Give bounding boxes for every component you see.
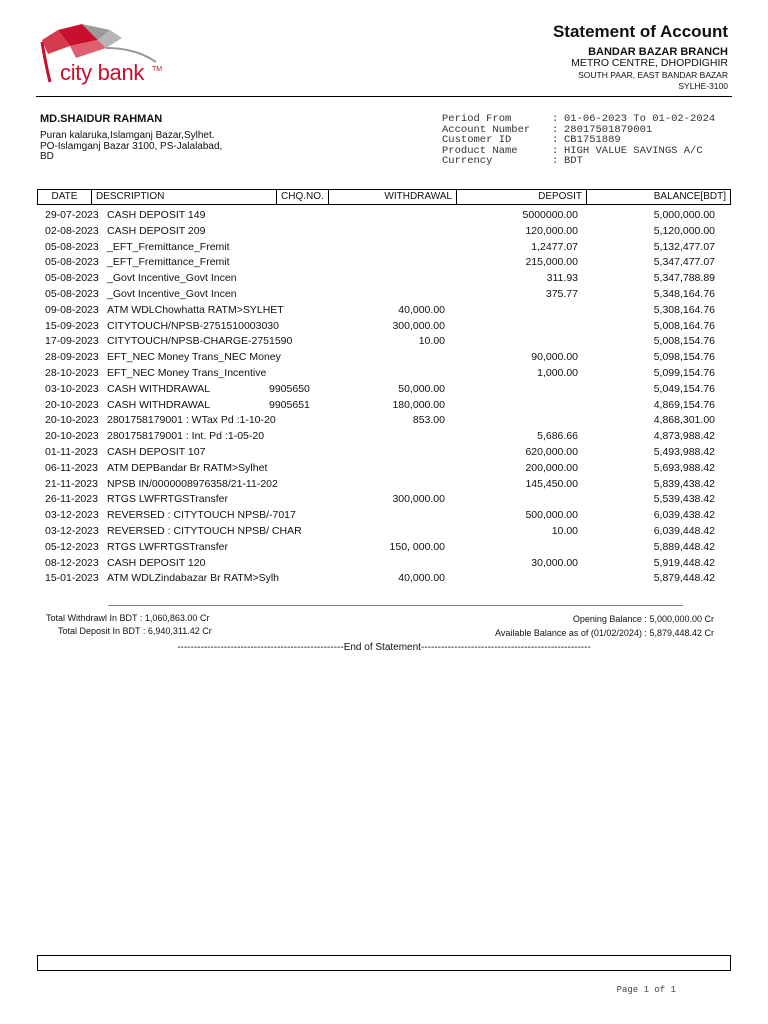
cell-date: 01-11-2023 [45,445,98,458]
cell-balance: 5,049,154.76 [653,382,715,395]
info-label: Period From [442,113,512,125]
cell-description: CASH DEPOSIT 149 [107,209,206,221]
cell-deposit: 311.93 [546,272,578,285]
cell-date: 05-08-2023 [45,287,99,300]
transactions-table-body [37,208,731,587]
account-number-value: 28017501879001 [564,123,653,136]
cell-description: CASH WITHDRAWAL [107,382,211,395]
table-row [37,413,731,429]
opening-balance-value: 5,000,000.00 Cr [649,614,714,624]
cell-deposit: 375.77 [545,287,578,300]
table-row [37,224,731,240]
table-row [37,540,731,556]
total-withdrawl-label: Total Withdrawl In BDT : [46,613,143,623]
cell-description: CITYTOUCH/NPSB-CHARGE-2751590 [107,335,293,348]
logo-text: city bank [60,60,145,85]
cell-date: 20-10-2023 [45,414,99,427]
customer-address-line: BD [40,151,54,162]
cell-deposit: 90,000.00 [531,351,578,364]
info-label: Account Number [442,123,531,136]
cell-deposit: 5,686.66 [537,430,578,443]
statement-title: Statement of Account [552,22,728,41]
cell-deposit: 620,000.00 [525,445,578,458]
cell-balance: 5,693,988.42 [653,461,715,474]
cell-balance: 6,039,448.42 [653,524,715,537]
available-balance-value: 5,879,448.42 Cr [649,628,714,638]
cell-description: 2801758179001 : WTax Pd :1-10-20 [107,414,276,427]
col-header-withdrawal: WITHDRAWAL [329,190,457,204]
cell-description: EFT_NEC Money Trans_NEC Money [107,351,281,364]
footer-box [37,955,731,971]
cell-description: ATM WDLChowhatta RATM>SYLHET [107,303,284,316]
table-row [37,255,731,271]
table-row [37,350,731,366]
table-row [37,492,731,508]
table-row [37,366,731,382]
cell-withdrawal: 300,000.00 [392,493,445,506]
cell-description: EFT_NEC Money Trans_Incentive [107,366,267,379]
cell-description: 2801758179001 : Int. Pd :1-05-20 [107,430,265,443]
col-header-description: DESCRIPTION [92,190,277,204]
table-row [37,524,731,540]
opening-balance [573,614,714,624]
cell-date: 05-08-2023 [45,256,99,269]
total-deposit-value: 6,940,311.42 Cr [147,626,212,636]
logo-trademark: TM [152,66,163,73]
table-row [37,571,731,587]
cell-deposit: 5000000.00 [522,209,578,221]
period-value: 01-06-2023 To 01-02-2024 [564,113,716,125]
branch-address-line-3: SYLHE-3100 [678,81,728,91]
cell-balance: 5,132,477.07 [653,240,715,253]
table-row [37,287,731,303]
product-name-value: HIGH VALUE SAVINGS A/C [564,144,703,157]
cell-balance: 5,539,438.42 [653,493,715,506]
cell-description: ATM DEPBandar Br RATM>Sylhet [107,461,268,474]
cell-description: _EFT_Fremittance_Fremit [107,256,230,269]
cell-description: RTGS LWFRTGSTransfer [107,540,228,553]
cell-date: 20-10-2023 [45,430,99,443]
account-info-block [442,114,715,167]
cell-date: 20-10-2023 [45,398,99,411]
cell-date: 15-01-2023 [45,572,99,585]
table-row [37,271,731,287]
cell-balance: 5,347,477.07 [653,256,715,269]
cell-deposit: 500,000.00 [525,509,578,522]
table-row [37,429,731,445]
cell-withdrawal: 150, 000.00 [389,540,445,553]
cell-description: NPSB IN/0000008976358/21-11-202 [107,477,278,490]
branch-address-line-2: SOUTH PAAR, EAST BANDAR BAZAR [578,70,728,80]
cell-date: 05-08-2023 [45,240,99,253]
cell-date: 03-12-2023 [45,524,99,537]
cell-deposit: 30,000.00 [531,556,578,569]
account-info-row: Account Number : 28017501879001 [442,123,653,136]
cell-date: 03-10-2023 [45,382,99,395]
end-of-statement: --------------------------------------------------End of Statement--------------------------------------------------- [177,642,591,653]
cell-date: 05-08-2023 [45,272,99,285]
logo-mark-icon [36,18,206,98]
col-header-date: DATE [38,190,92,204]
cell-balance: 5,008,154.76 [653,335,715,348]
cell-withdrawal: 50,000.00 [398,382,445,395]
available-balance-label: Available Balance as of (01/02/2024) : [495,628,647,638]
customer-address-line: PO-Islamganj Bazar 3100, PS-Jalalabad, [40,141,223,152]
cell-date: 17-09-2023 [45,335,99,348]
cell-date: 28-09-2023 [45,351,99,364]
cell-description: _Govt Incentive_Govt Incen [107,272,237,285]
customer-id-value: CB1751889 [564,134,621,146]
transactions-table-header [37,189,731,205]
cell-description: CASH DEPOSIT 120 [107,556,206,569]
cell-deposit: 200,000.00 [525,461,578,474]
cell-description: RTGS LWFRTGSTransfer [107,493,228,506]
table-row [37,477,731,493]
cell-description: _Govt Incentive_Govt Incen [107,287,237,300]
cell-deposit: 120,000.00 [525,224,578,237]
table-row [37,208,731,224]
cell-date: 08-12-2023 [45,556,99,569]
branch-address-line-1: METRO CENTRE, DHOPDIGHIR [571,57,728,69]
cell-description: REVERSED : CITYTOUCH NPSB/ CHAR [107,524,302,537]
cell-deposit: 215,000.00 [525,256,578,269]
cell-deposit: 1,000.00 [537,366,578,379]
cell-balance: 5,889,448.42 [653,540,715,553]
customer-name: MD.SHAIDUR RAHMAN [40,113,163,125]
cell-description: CASH DEPOSIT 209 [107,224,206,237]
total-withdrawl [46,613,209,623]
cell-balance: 5,839,438.42 [653,477,715,490]
table-row [37,445,731,461]
cell-balance: 5,000,000.00 [653,209,715,221]
cell-balance: 4,873,988.42 [653,430,715,443]
cell-date: 05-12-2023 [45,540,99,553]
total-deposit [58,626,212,636]
cell-withdrawal: 40,000.00 [398,303,445,316]
cell-date: 21-11-2023 [45,477,98,490]
cell-balance: 6,039,438.42 [653,509,715,522]
cell-withdrawal: 40,000.00 [398,572,445,585]
col-header-chq: CHQ.NO. [277,190,329,204]
cell-balance: 5,120,000.00 [653,224,715,237]
cell-description: CASH WITHDRAWAL [107,398,211,411]
col-header-deposit: DEPOSIT [457,190,587,204]
opening-balance-label: Opening Balance : [572,614,647,624]
cell-balance: 5,347,788.89 [653,272,715,285]
account-info-row: Currency : BDT [442,155,583,167]
cell-balance: 4,869,154.76 [653,398,715,411]
table-row [37,398,731,414]
account-info-row: Product Name : HIGH VALUE SAVINGS A/C [442,144,703,157]
cell-description: CITYTOUCH/NPSB-2751510003030 [107,319,279,332]
table-row [37,303,731,319]
account-info-row: Period From : 01-06-2023 To 01-02-2024 [442,113,716,125]
cell-balance: 5,493,988.42 [653,445,715,458]
city-bank-logo [36,18,206,98]
cell-balance: 5,098,154.76 [653,351,715,364]
info-label: Currency [442,155,493,167]
table-row [37,382,731,398]
cell-balance: 5,099,154.76 [653,366,715,379]
cell-balance: 5,919,448.42 [653,556,715,569]
cell-date: 28-10-2023 [45,366,99,379]
cell-description: ATM WDLZindabazar Br RATM>Sylh [107,572,280,585]
account-info-row: Customer ID : CB1751889 [442,134,621,146]
cell-chq-no: 9905650 [269,382,310,395]
cell-withdrawal: 10.00 [418,335,445,348]
table-row [37,240,731,256]
table-row [37,334,731,350]
cell-chq-no: 9905651 [269,398,310,411]
total-deposit-label: Total Deposit In BDT : [58,626,146,636]
cell-description: _EFT_Fremittance_Fremit [107,240,230,253]
info-label: Customer ID [442,134,512,146]
table-row [37,508,731,524]
cell-date: 03-12-2023 [45,509,99,522]
cell-date: 06-11-2023 [45,461,98,474]
col-header-balance: BALANCE[BDT] [653,191,726,202]
table-row [37,461,731,477]
cell-date: 09-08-2023 [45,303,99,316]
cell-withdrawal: 180,000.00 [392,398,445,411]
cell-description: REVERSED : CITYTOUCH NPSB/-7017 [107,509,296,522]
cell-date: 29-07-2023 [45,209,99,221]
header-divider [36,96,732,97]
table-row [37,556,731,572]
cell-balance: 5,008,164.76 [653,319,715,332]
cell-date: 15-09-2023 [45,319,99,332]
table-row [37,319,731,335]
currency-value: BDT [564,155,583,167]
cell-withdrawal: 853.00 [412,414,445,427]
cell-deposit: 10.00 [551,524,578,537]
page-number: Page 1 of 1 [616,985,676,995]
cell-description: CASH DEPOSIT 107 [107,445,206,458]
cell-deposit: 1,2477.07 [531,240,578,253]
cell-date: 26-11-2023 [45,493,98,506]
cell-deposit: 145,450.00 [525,477,578,490]
summary-divider [108,605,683,606]
cell-balance: 5,348,164.76 [653,287,715,300]
branch-name: BANDAR BAZAR BRANCH [588,46,728,58]
cell-balance: 5,879,448.42 [653,572,715,585]
cell-withdrawal: 300,000.00 [392,319,445,332]
cell-date: 02-08-2023 [45,224,99,237]
cell-balance: 5,308,164.76 [653,303,715,316]
info-label: Product Name [442,144,518,157]
total-withdrawl-value: 1,060,863.00 Cr [144,613,210,623]
available-balance [495,628,714,638]
customer-address-line: Puran kalaruka,Islamganj Bazar,Sylhet. [40,130,215,141]
cell-balance: 4,868,301.00 [653,414,715,427]
